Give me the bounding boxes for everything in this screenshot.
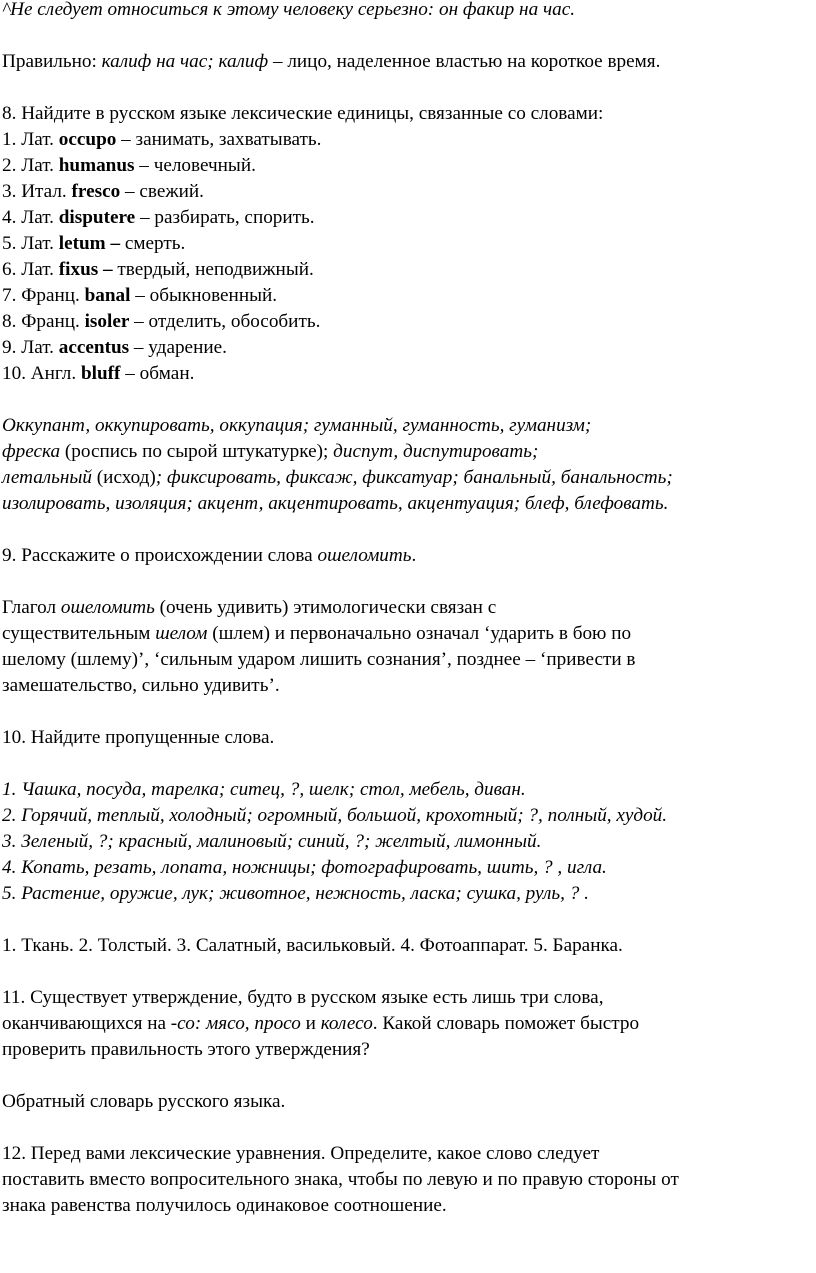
answer-9: Глагол ошеломить (очень удивить) этимологически связан с существительным шелом (шлем) и первоначально означал ‘ударить в бою по шеломy (шлему)’, ‘сильным ударом лишить сознания’, позднее – ‘привести в замешательство, сильно удивить’. <box>2 597 636 696</box>
list-item: 4. Лат. disputere – разбирать, спорить. <box>2 207 315 228</box>
question-11: 11. Существует утверждение, будто в русском языке есть лишь три слова, оканчивающихся на -со: мясо, просо и колесо. Какой словарь поможет быстро проверить правильность этого утверждения? <box>2 987 640 1060</box>
answer-8: Оккупант, оккупировать, оккупация; гуманный, гуманность, гуманизм; фреска (роспись по сырой штукатурке); диспут, диспутировать; летальный (исход); фиксировать, фиксаж, фиксатуар; банальный, банальность; изолировать, изоляция; акцент, акцентировать, акцентуация; блеф, блефовать. <box>2 415 673 514</box>
word-list <box>2 127 814 387</box>
list-item: 10. Англ. bluff – обман. <box>2 363 195 384</box>
answer-10: 1. Ткань. 2. Толстый. 3. Салатный, васильковый. 4. Фотоаппарат. 5. Баранка. <box>2 935 623 956</box>
list-item: 2. Горячий, теплый, холодный; огромный, большой, крохотный; ?, полный, худой. <box>2 805 668 826</box>
example-sentence: ^Не следует относиться к этому человеку серьезно: он факир на час. <box>2 0 576 20</box>
list-item: 2. Лат. humanus – человечный. <box>2 155 256 176</box>
list-item: 5. Лат. letum – смерть. <box>2 233 186 254</box>
list-item: 6. Лат. fixus – твердый, неподвижный. <box>2 259 314 280</box>
list-item: 5. Растение, оружие, лук; животное, нежность, ласка; сушка, руль, ? . <box>2 883 589 904</box>
question-10-items <box>2 777 814 907</box>
list-item: 8. Франц. isoler – отделить, обособить. <box>2 311 321 332</box>
question-12: 12. Перед вами лексические уравнения. Определите, какое слово следует поставить вместо вопросительного знака, чтобы по левую и по правую стороны от знака равенства получилось одинаковое соотношение. <box>2 1143 679 1216</box>
list-item: 1. Чашка, посуда, тарелка; ситец, ?, шелк; стол, мебель, диван. <box>2 779 526 800</box>
list-item: 1. Лат. occupo – занимать, захватывать. <box>2 129 322 150</box>
question-8: 8. Найдите в русском языке лексические единицы, связанные со словами: <box>2 103 604 124</box>
list-item: 3. Итал. fresco – свежий. <box>2 181 204 202</box>
list-item: 7. Франц. banal – обыкновенный. <box>2 285 278 306</box>
list-item: 3. Зеленый, ?; красный, малиновый; синий, ?; желтый, лимонный. <box>2 831 542 852</box>
question-10: 10. Найдите пропущенные слова. <box>2 727 275 748</box>
question-9: 9. Расскажите о происхождении слова ошеломить. <box>2 545 417 566</box>
correction-line: Правильно: калиф на час; калиф – лицо, наделенное властью на короткое время. <box>2 51 661 72</box>
answer-11: Обратный словарь русского языка. <box>2 1091 286 1112</box>
list-item: 4. Копать, резать, лопата, ножницы; фотографировать, шить, ? , игла. <box>2 857 607 878</box>
document-page <box>2 0 814 1219</box>
list-item: 9. Лат. accentus – ударение. <box>2 337 227 358</box>
